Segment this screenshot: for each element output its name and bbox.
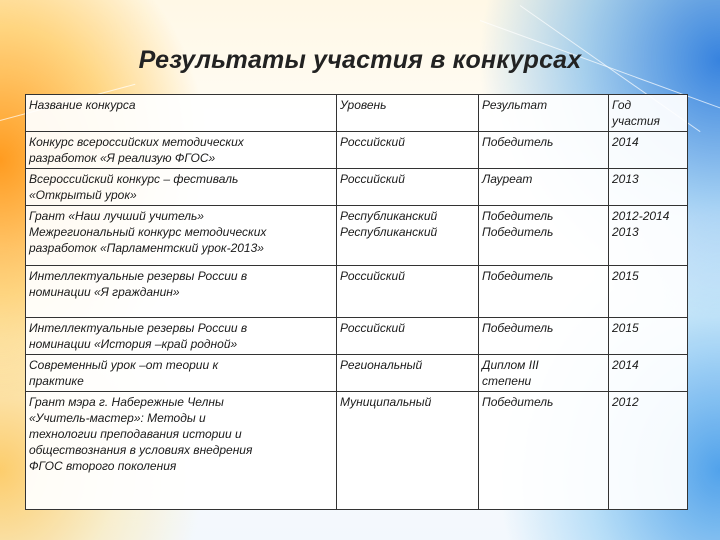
cell-level: [337, 392, 479, 510]
cell-level: [337, 266, 479, 318]
cell-year: [609, 318, 688, 355]
table-row: [26, 355, 688, 392]
cell-level: [337, 132, 479, 169]
cell-text: обществознания в условиях внедрения: [29, 443, 253, 457]
cell-text: разработок «Я реализую ФГОС»: [29, 151, 216, 165]
cell-text: технологии преподавания истории и: [29, 427, 242, 441]
cell-text: 2013: [612, 172, 639, 186]
cell-text: 2014: [612, 358, 639, 372]
cell-text: номинации «Я гражданин»: [29, 285, 180, 299]
results-table: [25, 94, 688, 510]
cell-result: [479, 355, 609, 392]
cell-level: [337, 355, 479, 392]
page-title: Результаты участия в конкурсах: [138, 46, 582, 74]
cell-text: Грант «Наш лучший учитель»: [29, 209, 204, 223]
cell-level: [337, 169, 479, 206]
cell-text: 2012-2014: [612, 209, 670, 223]
cell-text: 2015: [612, 321, 639, 335]
header-level: [337, 95, 479, 132]
header-result: [479, 95, 609, 132]
table-row: [26, 169, 688, 206]
cell-text: «Открытый урок»: [29, 188, 137, 202]
header-text: участия: [612, 114, 660, 128]
cell-text: номинации «История –край родной»: [29, 337, 238, 351]
cell-year: [609, 392, 688, 510]
cell-text: Российский: [340, 135, 405, 149]
header-name: [26, 95, 337, 132]
cell-text: 2013: [612, 225, 639, 239]
cell-name: [26, 392, 337, 510]
cell-text: Всероссийский конкурс – фестиваль: [29, 172, 239, 186]
cell-text: Российский: [340, 269, 405, 283]
cell-text: Победитель: [482, 209, 554, 223]
table-row: [26, 206, 688, 266]
cell-text: 2015: [612, 269, 639, 283]
cell-text: Интеллектуальные резервы России в: [29, 321, 248, 335]
cell-text: ФГОС второго поколения: [29, 459, 177, 473]
cell-result: [479, 392, 609, 510]
cell-year: [609, 266, 688, 318]
cell-text: Современный урок –от теории к: [29, 358, 219, 372]
cell-text: Республиканский: [340, 225, 438, 239]
cell-result: [479, 318, 609, 355]
cell-year: [609, 132, 688, 169]
cell-name: [26, 169, 337, 206]
table-header-row: [26, 95, 688, 132]
cell-text: Победитель: [482, 225, 554, 239]
cell-year: [609, 169, 688, 206]
cell-name: [26, 355, 337, 392]
cell-text: 2014: [612, 135, 639, 149]
cell-text: Грант мэра г. Набережные Челны: [29, 395, 224, 409]
table-row: [26, 266, 688, 318]
header-text: Год: [612, 98, 632, 112]
header-text: Уровень: [340, 98, 387, 112]
cell-text: разработок «Парламентский урок-2013»: [29, 241, 264, 255]
cell-text: Республиканский: [340, 209, 438, 223]
cell-text: степени: [482, 374, 532, 388]
cell-text: Региональный: [340, 358, 423, 372]
cell-result: [479, 169, 609, 206]
cell-text: Победитель: [482, 269, 554, 283]
cell-text: Российский: [340, 172, 405, 186]
cell-text: Лауреат: [482, 172, 533, 186]
cell-level: [337, 318, 479, 355]
cell-text: Муниципальный: [340, 395, 432, 409]
cell-text: Победитель: [482, 321, 554, 335]
cell-text: Интеллектуальные резервы России в: [29, 269, 248, 283]
cell-level: [337, 206, 479, 266]
cell-result: [479, 266, 609, 318]
cell-text: Победитель: [482, 135, 554, 149]
cell-result: [479, 132, 609, 169]
header-text: Результат: [482, 98, 548, 112]
cell-text: практике: [29, 374, 84, 388]
cell-name: [26, 206, 337, 266]
cell-result: [479, 206, 609, 266]
cell-text: Диплом III: [482, 358, 539, 372]
cell-year: [609, 206, 688, 266]
cell-text: Конкурс всероссийских методических: [29, 135, 244, 149]
cell-text: 2012: [612, 395, 639, 409]
cell-name: [26, 132, 337, 169]
table-row: [26, 318, 688, 355]
cell-text: «Учитель-мастер»: Методы и: [29, 411, 206, 425]
cell-text: Победитель: [482, 395, 554, 409]
table-row: [26, 392, 688, 510]
cell-text: Межрегиональный конкурс методических: [29, 225, 267, 239]
header-year: [609, 95, 688, 132]
cell-year: [609, 355, 688, 392]
header-text: Название конкурса: [29, 98, 136, 112]
cell-name: [26, 266, 337, 318]
cell-text: Российский: [340, 321, 405, 335]
table-row: [26, 132, 688, 169]
cell-name: [26, 318, 337, 355]
